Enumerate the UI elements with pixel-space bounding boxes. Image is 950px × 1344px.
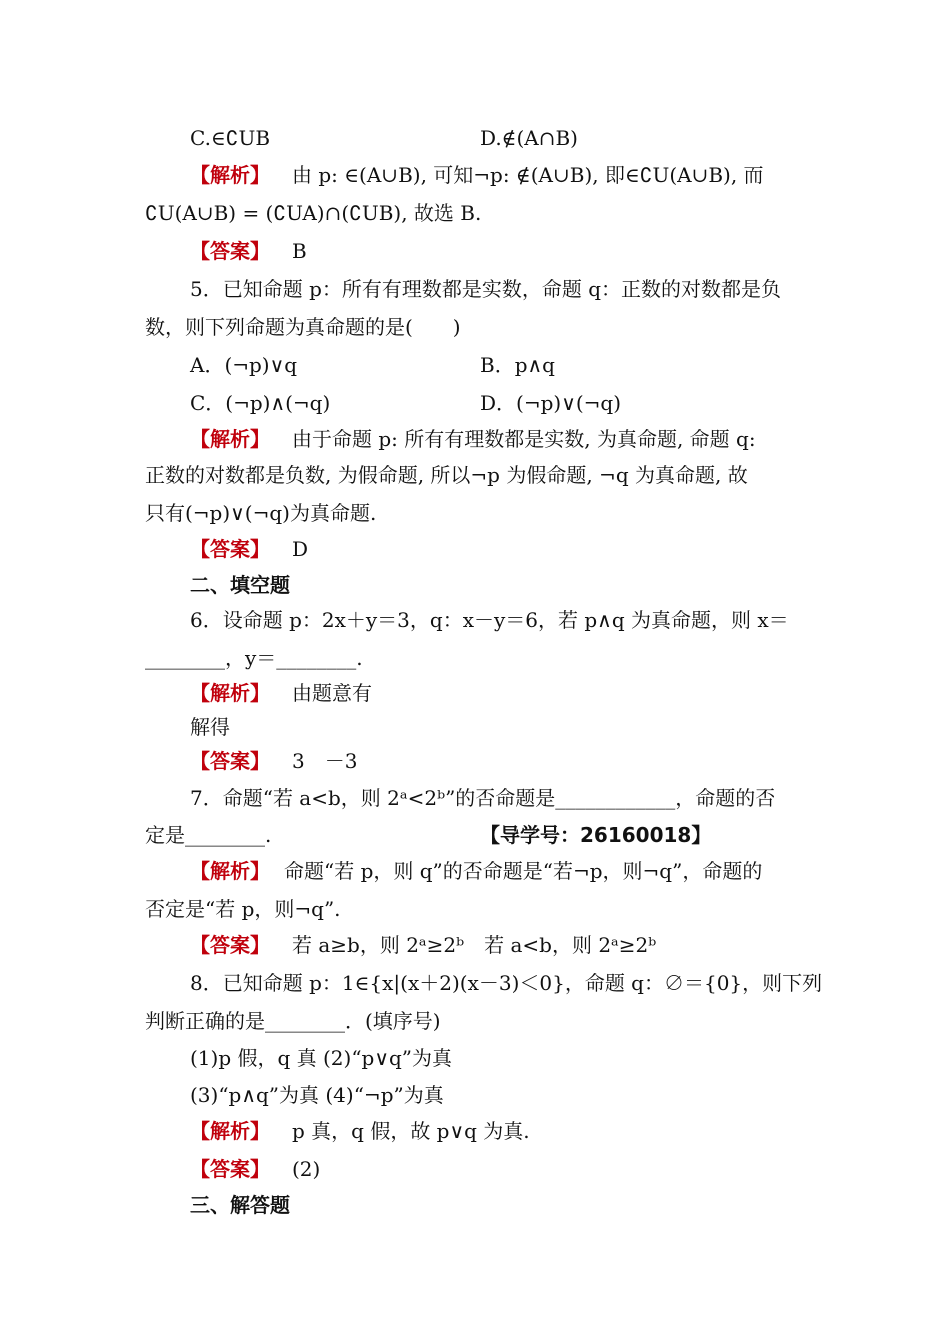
answer-tag: 【答案】 [190, 239, 270, 263]
answer-text: (2) [292, 1157, 321, 1181]
analysis-line [190, 162, 764, 188]
analysis-line [190, 1118, 530, 1144]
analysis-tag: 【解析】 [190, 427, 270, 451]
option-row [190, 125, 578, 151]
question-6: 6．设命题 p：2x＋y＝3，q：x－y＝6，若 p∧q 为真命题，则 x＝ [190, 608, 789, 632]
analysis-text: 命题“若 p，则 q”的否命题是“若¬p，则¬q”，命题的 [284, 859, 763, 883]
answer-tag: 【答案】 [190, 749, 270, 773]
question-7-continued [145, 822, 712, 848]
option-b: B．p∧q [480, 353, 555, 377]
answer-text: 3 －3 [292, 749, 358, 773]
option-a: A．(¬p)∨q [190, 353, 298, 377]
statements-row: (3)“p∧q”为真 (4)“¬p”为真 [190, 1083, 444, 1107]
analysis-continued: 正数的对数都是负数, 为假命题, 所以¬p 为假命题, ¬q 为真命题, 故 [145, 463, 748, 487]
analysis-tag: 【解析】 [190, 163, 270, 187]
analysis-line [190, 858, 762, 884]
answer-tag: 【答案】 [190, 1157, 270, 1181]
question-5: 5．已知命题 p：所有有理数都是实数，命题 q：正数的对数都是负 [190, 277, 782, 301]
option-c: C．(¬p)∧(¬q) [190, 391, 331, 415]
option-d: D.∉(A∩B) [480, 126, 578, 150]
answer-line [190, 536, 308, 562]
answer-line [190, 932, 656, 958]
answer-line [190, 238, 307, 264]
option-row [190, 352, 555, 378]
question-7: 7．命题“若 a<b，则 2ᵃ<2ᵇ”的否命题是____________，命题的否 [190, 786, 776, 810]
analysis-text: 由于命题 p: 所有有理数都是实数, 为真命题, 命题 q: [292, 427, 756, 451]
question-6-continued: ________，y＝________. [145, 646, 363, 670]
answer-text: B [292, 239, 307, 263]
analysis-tag: 【解析】 [190, 859, 270, 883]
answer-line [190, 1156, 320, 1182]
answer-tag: 【答案】 [190, 933, 270, 957]
analysis-continued: 只有(¬p)∨(¬q)为真命题. [145, 501, 377, 525]
analysis-line [190, 426, 756, 452]
analysis-text: 由 p: ∈(A∪B), 可知¬p: ∉(A∪B), 即∈∁U(A∪B), 而 [292, 163, 764, 187]
option-c: C.∈∁UB [190, 126, 271, 150]
option-row [190, 390, 622, 416]
analysis-continued: 解得 [190, 715, 230, 739]
analysis-line [190, 680, 372, 706]
question-8-continued: 判断正确的是________．(填序号) [145, 1009, 441, 1033]
section-heading: 二、填空题 [190, 573, 290, 597]
answer-line [190, 748, 357, 774]
question-7-tail: 定是________. [145, 823, 272, 847]
answer-tag: 【答案】 [190, 537, 270, 561]
analysis-tag: 【解析】 [190, 681, 270, 705]
statements-row: (1)p 假，q 真 (2)“p∨q”为真 [190, 1046, 453, 1070]
question-8: 8．已知命题 p：1∈{x|(x＋2)(x－3)＜0}，命题 q：∅＝{0}，则下列 [190, 971, 823, 995]
analysis-continued: 否定是“若 p，则¬q”. [145, 897, 341, 921]
analysis-tag: 【解析】 [190, 1119, 270, 1143]
guide-number: 【导学号：26160018】 [480, 823, 712, 847]
answer-text: 若 a≥b，则 2ᵃ≥2ᵇ 若 a<b，则 2ᵃ≥2ᵇ [292, 933, 657, 957]
analysis-text: 由题意有 [292, 681, 372, 705]
question-5-continued: 数，则下列命题为真命题的是( ) [145, 315, 461, 339]
section-heading: 三、解答题 [190, 1193, 290, 1217]
answer-text: D [292, 537, 309, 561]
option-d: D．(¬p)∨(¬q) [480, 391, 622, 415]
analysis-continued: ∁U(A∪B) = (∁UA)∩(∁UB), 故选 B. [145, 201, 482, 225]
analysis-text: p 真，q 假，故 p∨q 为真. [292, 1119, 530, 1143]
